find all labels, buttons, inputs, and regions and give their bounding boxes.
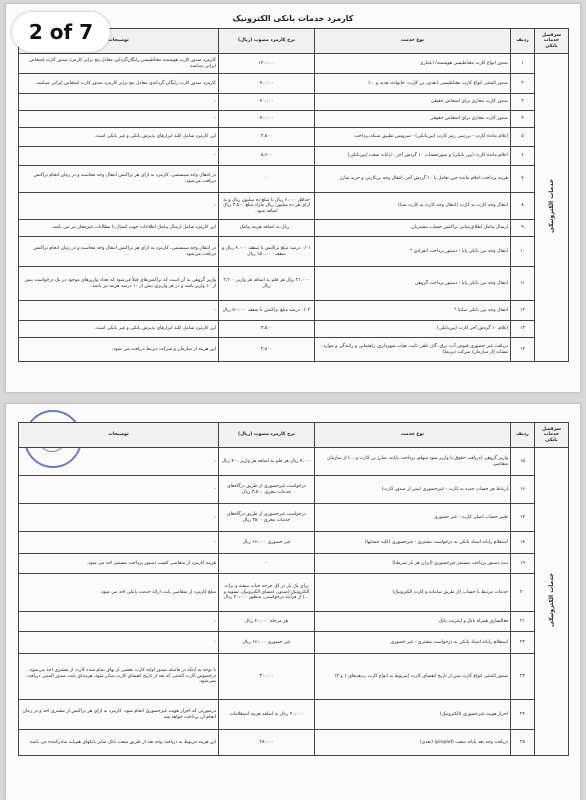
row-number: ۱۶ <box>511 476 535 504</box>
row-number: ۱۴ <box>511 338 535 362</box>
fee-cell: حداقل ۶،۰۰۰ ریال تا مبلغ ده میلیون ریال و به ازای هر ده میلیون ریال مازاد مبلغ ۳،۵۰۰ ریال اضافه شود. <box>219 193 315 220</box>
note-cell: - <box>19 448 219 476</box>
table-row <box>19 128 569 147</box>
row-number: ۱۳ <box>511 321 535 338</box>
row-number: ۲۱ <box>511 612 535 632</box>
table-row <box>19 574 569 612</box>
service-cell: ارتباط هر حساب جدید به کارت - غیرحضوری (پس از صدور کارت) <box>315 476 511 504</box>
table-header-row <box>19 423 569 448</box>
header-notes: توضیحات <box>19 29 219 54</box>
service-cell: خدمات مرتبط با حساب (از طریق سامانه و کارت الکترونیک) <box>315 574 511 612</box>
fee-cell: ۳۰،۰۰۰ <box>219 654 315 700</box>
service-cell: اعلام مانده کارت (پین بانکی) و صورتحساب ۱۰ گردش آخر - (پایانه شعب /پین‌بانکی) <box>315 147 511 166</box>
fee-cell: ۷،۰۰۰ ریال هر قلم به اضافه هر واریز ۴۰۰ ریال <box>219 448 315 476</box>
fee-cell: درخواست غیرحضوری از طریق درگاه‌های خدمات مجزی ۳،۵۰۰ ریال <box>219 476 315 504</box>
note-cell: - <box>19 301 219 321</box>
fee-cell: غیر حضوری ۶۶،۰۰۰ ریال <box>219 632 315 654</box>
table-row <box>19 654 569 700</box>
row-number: ۲۰ <box>511 574 535 612</box>
table-row <box>19 730 569 756</box>
table-row <box>19 476 569 504</box>
service-cell: ارسال پیامک اطلاع‌رسانی تراکنش حساب مشتریان <box>315 220 511 237</box>
note-cell: - <box>19 476 219 504</box>
service-cell: ثبت دستور پرداخت مستمر غیرحضوری (ایران هر بار شرطبا) <box>315 554 511 574</box>
header-notes: توضیحات <box>19 423 219 448</box>
fee-cell: ۲۸،۰۰۰ <box>219 730 315 756</box>
service-cell: دریافت وجه نقد پایانه شعب (pinpad) (نقدی) <box>315 730 511 756</box>
service-cell: انتقال وجه بین بانکی پایا - دستور پرداخت گروهی <box>315 267 511 301</box>
fee-cell: برای یک بار در کل چرخه حیات سفته و برات الکترونیک (صدور، امضای الکترونیک، تسویه و ...) از فرآیند درخواستی، منظور ۴۰،۰۰۰ ریال <box>219 574 315 612</box>
fee-table-2 <box>18 422 569 756</box>
service-cell: دریافت غیر حضوری قبوض آب، برق، گاز، تلفن ثابت، هیات شهرداری، راهنمایی و رانندگی و موارد مشابه (از سازمان/ شرکت ذیربط) <box>315 338 511 362</box>
service-cell: صدور کارت مجازی برای اشخاص حقوقی <box>315 111 511 128</box>
table-row <box>19 700 569 730</box>
service-cell: صدور المثنی انواع کارت پس از تاریخ انقضای کارت (مربوط به انواع کارت ردیف‌های ۱ و ۲) <box>315 654 511 700</box>
note-cell: هزینه کارمزد از متقاضی کسب دستور پرداخت مستمر اخذ می شود. <box>19 554 219 574</box>
service-cell: انتقال وجه کارت به کارت (انتقال وجه کارت به کارت شبا) <box>315 193 511 220</box>
note-cell: - <box>19 193 219 220</box>
row-number: ۱۵ <box>511 448 535 476</box>
note-cell: درصورتی که احراز هویت غیرحضوری انجام شود، کارمزد به ازای هر تراکنش از مشتری اخذ و در زمان انجام آن پرداخت خواهد شد. <box>19 700 219 730</box>
service-cell: هزینه پرداخت اعلام مانده حین تعامل با ۱۰ گردش آخر، انتقال وجه بی‌کارتی و خرید شارژ <box>315 166 511 193</box>
note-cell: واریز گروهی به آن است که تراکنش‌های قبلاً فی‌شود که تعداد واریزهای موجود در یک درخواست بیش از ۱۰ واریز باشد و در هر واریزی بیش از ۱۰ درصد هزینه نیز باشد. <box>19 267 219 301</box>
table-row <box>19 74 569 94</box>
row-number: ۶ <box>511 147 535 166</box>
fee-cell: - <box>219 554 315 574</box>
service-cell: اعلام مانده کارت - بررسی رمز کارت (پین‌بانکی) - سرویس تطبیق شبکه پرداخت <box>315 128 511 147</box>
note-cell: این هزینه از سازمان و شرکت ذیربط دریافت می شود. <box>19 338 219 362</box>
service-cell: استعلام رایانه اسناد بانکی به درخواست مشتری - غیر حضوری <box>315 632 511 654</box>
note-cell: - <box>19 632 219 654</box>
fee-cell: ۲۱،۰۰۰ ریال هر قلم به اضافه هر واریز ۲،۲۰۰ ریال <box>219 267 315 301</box>
row-number: ۱۸ <box>511 532 535 554</box>
table-row <box>19 321 569 338</box>
note-cell: - <box>19 612 219 632</box>
row-number: ۲ <box>511 74 535 94</box>
fee-cell: درخواست غیرحضوری از طریق درگاه‌های خدمات مجزی ۳۵۰۰ ریال <box>219 504 315 532</box>
row-number: ۷ <box>511 166 535 193</box>
service-cell: صدور انواع کارت مغناطیسی هوشمند/ اعتباری <box>315 54 511 74</box>
fee-cell: ۰ ریال به اضافه هزینه پیامک <box>219 220 315 237</box>
row-number: ۱۹ <box>511 554 535 574</box>
row-number: ۱ <box>511 54 535 74</box>
header-fee: نرخ کارمزد مصوب (ریال) <box>219 29 315 54</box>
table-row <box>19 193 569 220</box>
fee-table-1 <box>18 28 569 362</box>
category-cell: خدمات الکترونیکی <box>535 448 569 756</box>
service-cell: اعلام ۱۰ گردش آخر کارت (پین‌بانکی) <box>315 321 511 338</box>
service-cell: احراز هویت غیرحضوری (الکترونیک) <box>315 700 511 730</box>
fee-cell: ۲،۸۰۰ <box>219 128 315 147</box>
fee-cell: ۷۰،۰۰۰ <box>219 111 315 128</box>
fee-cell: ۳،۵۰۰ <box>219 321 315 338</box>
fee-cell: غیر حضوری ۶۶،۰۰۰ ریال <box>219 532 315 554</box>
note-cell: - <box>19 532 219 554</box>
row-number: ۱۲ <box>511 301 535 321</box>
row-number: ۴ <box>511 111 535 128</box>
note-cell: این کارمزد شامل ارسال پیامک اطلاعات جهت اتصال با مطالبات غیرمجاز نیز می باشد. <box>19 220 219 237</box>
table-row <box>19 504 569 532</box>
fee-cell: ۱۴۰،۰۰۰ <box>219 54 315 74</box>
table-row <box>19 54 569 74</box>
note-cell: - <box>19 111 219 128</box>
note-cell: این کارمزد شامل کلیه ابزارهای پذیرش بانکی و غیر بانکی است. <box>19 128 219 147</box>
service-cell: تغییر حساب اصلی کارت - غیر حضوری <box>315 504 511 532</box>
note-cell: - <box>19 94 219 111</box>
fee-cell: ۴۰،۰۰۰ ریال به اضافه هزینه استعلامات <box>219 700 315 730</box>
note-cell: در انتقال وجه سیستمی، کارمزد به ازای هر تراکنش انتقال وجه محاسبه و در زمان انجام تراکنش دریافت می‌شود. <box>19 237 219 267</box>
note-cell: کارمزد صدور کارت هوشمند مغناطیسی رایگان‌گردانی معادل پنج برابر کارمزد صدور کارت اشخاص ایرانی میباشد. <box>19 54 219 74</box>
row-number: ۲۵ <box>511 730 535 756</box>
service-cell: استعلام رایانه اسناد بانکی به درخواست مشتری - غیرحضوری (کلیه حسابها) <box>315 532 511 554</box>
table-row <box>19 147 569 166</box>
table-row <box>19 166 569 193</box>
document-page-2 <box>6 404 580 800</box>
note-cell: کارمزد صدور کارت رایگان گرداندی معادل پنج برابر کارمزد صدور کارت اشخاص ایرانی میباشد. <box>19 74 219 94</box>
table-row <box>19 237 569 267</box>
note-cell: این هزینه مربوط به دریافت وجه نقد از طریق شعب بانک سایر بانکهای هم‌پایه صادرکننده می باشد. <box>19 730 219 756</box>
note-cell: این کارمزد شامل کلیه ابزارهای پذیرش بانکی و غیر بانکی است. <box>19 321 219 338</box>
table-row <box>19 338 569 362</box>
table-row <box>19 554 569 574</box>
table-row <box>19 94 569 111</box>
fee-cell: ۰/۰۱ درصد مبلغ تراکنش تا سقف ۴،۰۰۰ ریال و سقف ۱۵۰،۰۰۰ ریال <box>219 237 315 267</box>
row-number: ۱۷ <box>511 504 535 532</box>
service-cell: صدور المثنی انواع کارت مغناطیسی (نقدی، بن کارت، خانواده، هدیه و ...) <box>315 74 511 94</box>
note-cell: در انتقال وجه سیستمی، کارمزد به ازای هر تراکنش انتقال وجه محاسبه و در زمان انجام تراکنش دریافت می‌شود. <box>19 166 219 193</box>
document-page-1 <box>6 4 580 392</box>
service-cell: فعالسازی همراه بانک و اینترنت بانک <box>315 612 511 632</box>
table-row <box>19 267 569 301</box>
row-number: ۲۲ <box>511 632 535 654</box>
note-cell: - <box>19 504 219 532</box>
row-number: ۸ <box>511 193 535 220</box>
fee-cell: - <box>219 166 315 193</box>
fee-cell: هر مرحله ۴۰،۰۰۰ ریال <box>219 612 315 632</box>
service-cell: انتقال وجه بین بانکی ساتنا * <box>315 301 511 321</box>
row-number: ۳ <box>511 94 535 111</box>
page-title: کارمزد خدمات بانکی الکترونیک <box>232 14 354 23</box>
table-row <box>19 448 569 476</box>
service-cell: انتقال وجه بین بانکی پایا - دستور پرداخت انفرادی * <box>315 237 511 267</box>
note-cell: - <box>19 147 219 166</box>
table-row <box>19 532 569 554</box>
page-counter-badge: 2 of 7 <box>12 12 110 52</box>
row-number: ۵ <box>511 128 535 147</box>
fee-cell: ۰/۰۲ درصد مبلغ تراکنش تا سقف ۵۰،۰۰۰ ریال <box>219 301 315 321</box>
header-category: سرفصل خدمات بانکی <box>535 423 569 448</box>
fee-cell: ۵،۶۰۰ <box>219 147 315 166</box>
note-cell: مبلغ کارمزد از متقاضی بابت ارائه خدمت بانکی اخذ می شود. <box>19 574 219 612</box>
table-row <box>19 220 569 237</box>
row-number: ۱۰ <box>511 237 535 267</box>
header-row-number: ردیف <box>511 423 535 448</box>
fee-cell: ۲،۸۰۰ <box>219 338 315 362</box>
category-cell: خدمات الکترونیکی <box>535 54 569 362</box>
service-cell: واریز گروهی (دریافت حقوق یا واریز سود سهام، پرداخت پایانه، شارژ بن کارت و ...) از سازمان متقاضی <box>315 448 511 476</box>
note-cell: با توجه به اینکه در فاصله صدور اولیه کارت بخشی از بهای تمام شده کارت از مشتری اخذ می‌شود، درخصوص کارت المثنی که بعد از تاریخ انقضای کارت صادر شود، هزینه‌ای بابت صدور المثنی دریافت نمی‌شود. <box>19 654 219 700</box>
row-number: ۲۳ <box>511 654 535 700</box>
row-number: ۱۱ <box>511 267 535 301</box>
fee-cell: ۷۰،۰۰۰ <box>219 74 315 94</box>
table-row <box>19 632 569 654</box>
row-number: ۹ <box>511 220 535 237</box>
fee-cell: ۷۰،۰۰۰ <box>219 94 315 111</box>
header-category: سرفصل خدمات بانکی <box>535 29 569 54</box>
table-row <box>19 111 569 128</box>
service-cell: صدور کارت مجازی برای اشخاص حقیقی <box>315 94 511 111</box>
header-fee: نرخ کارمزد مصوب (ریال) <box>219 423 315 448</box>
header-row-number: ردیف <box>511 29 535 54</box>
header-service: نوع خدمت <box>315 423 511 448</box>
table-row <box>19 301 569 321</box>
table-row <box>19 612 569 632</box>
header-service: نوع خدمت <box>315 29 511 54</box>
row-number: ۲۴ <box>511 700 535 730</box>
